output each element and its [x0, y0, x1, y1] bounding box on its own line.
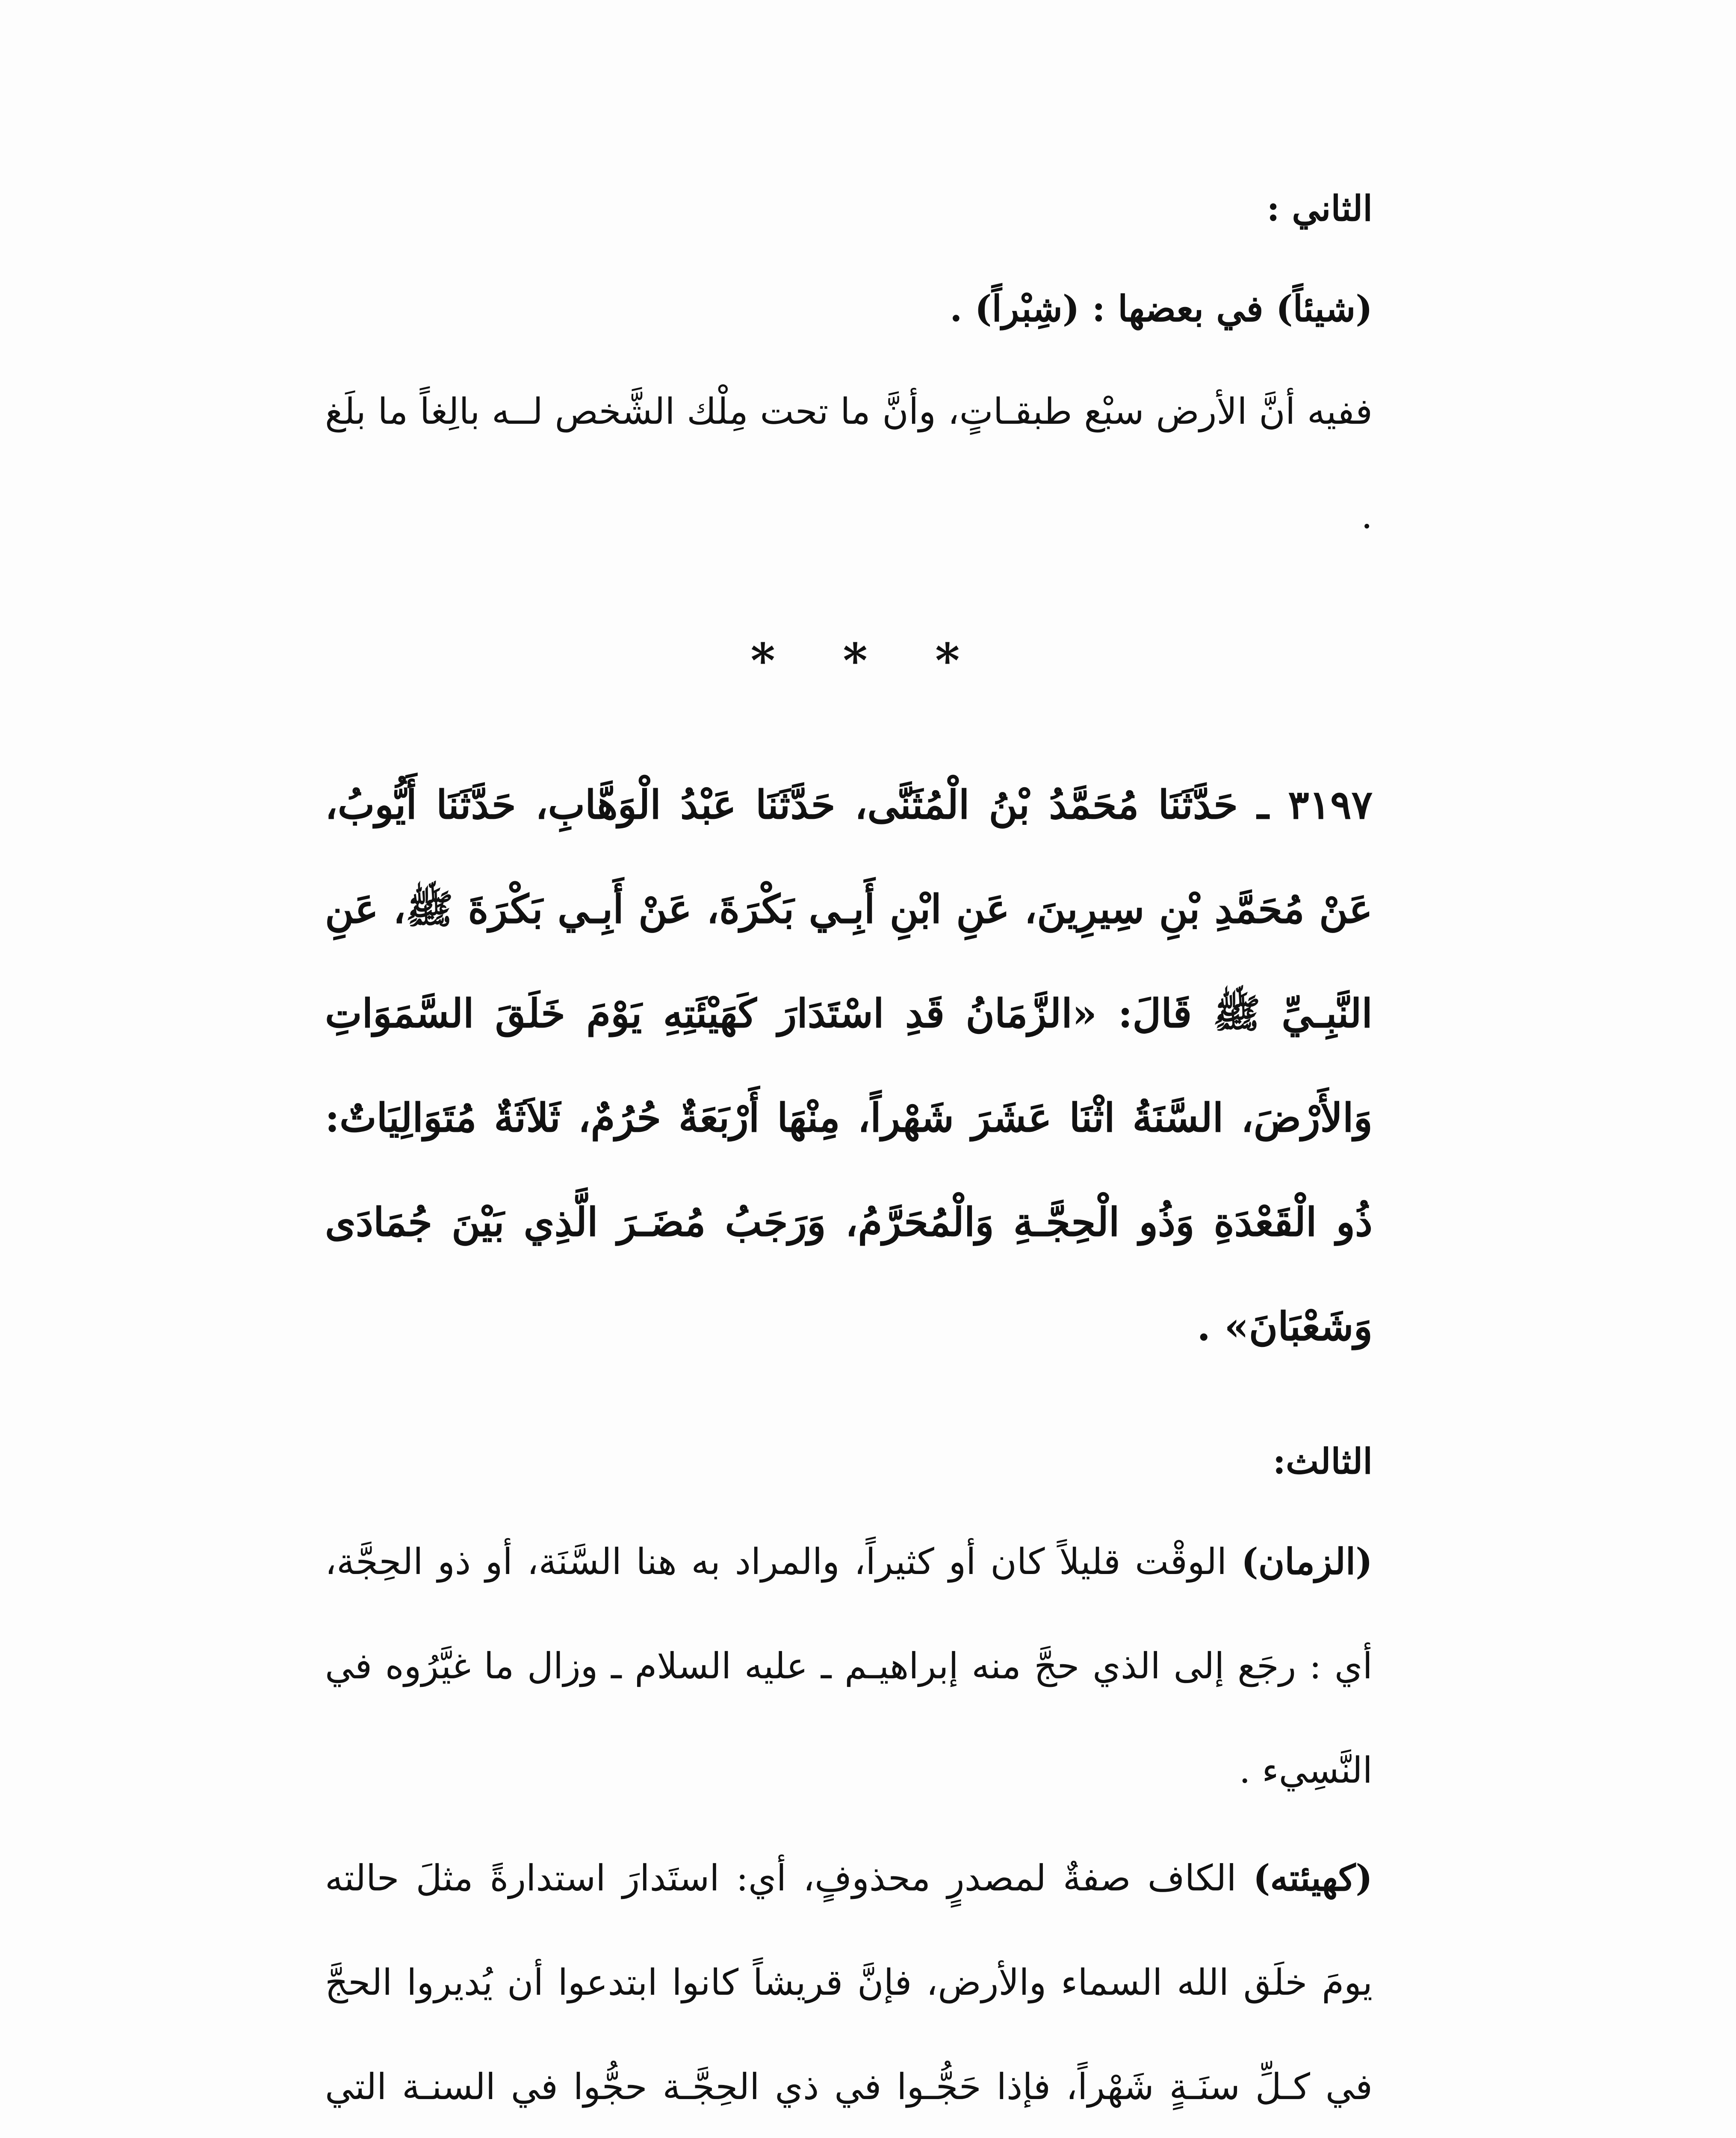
term-kahayatihi: (كهيئته)	[1253, 1857, 1373, 1899]
explanation-paragraph-zaman	[325, 1509, 1373, 1822]
hadith-text: ٣١٩٧ ـ حَدَّثَنَا مُحَمَّدُ بْنُ الْمُثَنَّى، حَدَّثَنَا عَبْدُ الْوَهَّابِ، حَدَّثَنَا أَيُّوبُ، عَنْ مُحَمَّدِ بْنِ سِيرِينَ، عَنِ ابْنِ أَبِـي بَكْرَةَ، عَنْ أَبِـي بَكْرَةَ ﷺ، عَنِ النَّبِـيِّ ﷺ قَالَ: «الزَّمَانُ قَدِ اسْتَدَارَ كَهَيْئَتِهِ يَوْمَ خَلَقَ السَّمَوَاتِ وَالأَرْضَ، السَّنَةُ اثْنَا عَشَرَ شَهْراً، مِنْهَا أَرْبَعَةٌ حُرُمٌ، ثَلاَثَةٌ مُتَوَالِيَاتٌ: ذُو الْقَعْدَةِ وَذُو الْحِجَّـةِ وَالْمُحَرَّمُ، وَرَجَبُ مُضَـرَ الَّذِي بَيْنَ جُمَادَى وَشَعْبَانَ» .	[325, 782, 1373, 1350]
variant-note	[325, 257, 1373, 361]
explanation-kahayatihi-text: الكاف صفةٌ لمصدرٍ محذوفٍ، أي: استَدارَ استدارةً مثلَ حالته يومَ خلَق الله السماء والأرض، فإنَّ قريشاً كانوا ابتدعوا أن يُديروا الحجَّ في كـلِّ سنَـةٍ شَهْراً، فإذا حَجُّـوا في ذي الحِجَّـة حجُّوا في السنـة التي	[325, 1857, 1373, 2108]
commentary-paragraph: ففيه أنَّ الأرض سبْع طبقـاتٍ، وأنَّ ما تحت مِلْك الشَّخص لــه بالِغاً ما بلَغ .	[325, 390, 1373, 537]
section-separator: * * *	[750, 633, 986, 688]
term-zaman: (الزمان)	[1241, 1540, 1373, 1583]
explanation-zaman-text: الوقْت قليلاً كان أو كثيراً، والمراد به هنا السَّنَة، أو ذو الحِجَّة، أي : رجَع إلى الذي حجَّ منه إبراهيـم ـ عليه السلام ـ وزال ما غيَّرُوه في النَّسِيء .	[325, 1541, 1373, 1791]
explanation-paragraph-kahayatihi	[325, 1826, 1373, 2138]
variant-note-text: (شيئاً) في بعضها : (شِبْراً) .	[950, 287, 1373, 330]
section-heading-two: الثاني :	[1267, 188, 1373, 229]
section-heading-three: الثالث:	[1272, 1441, 1373, 1482]
